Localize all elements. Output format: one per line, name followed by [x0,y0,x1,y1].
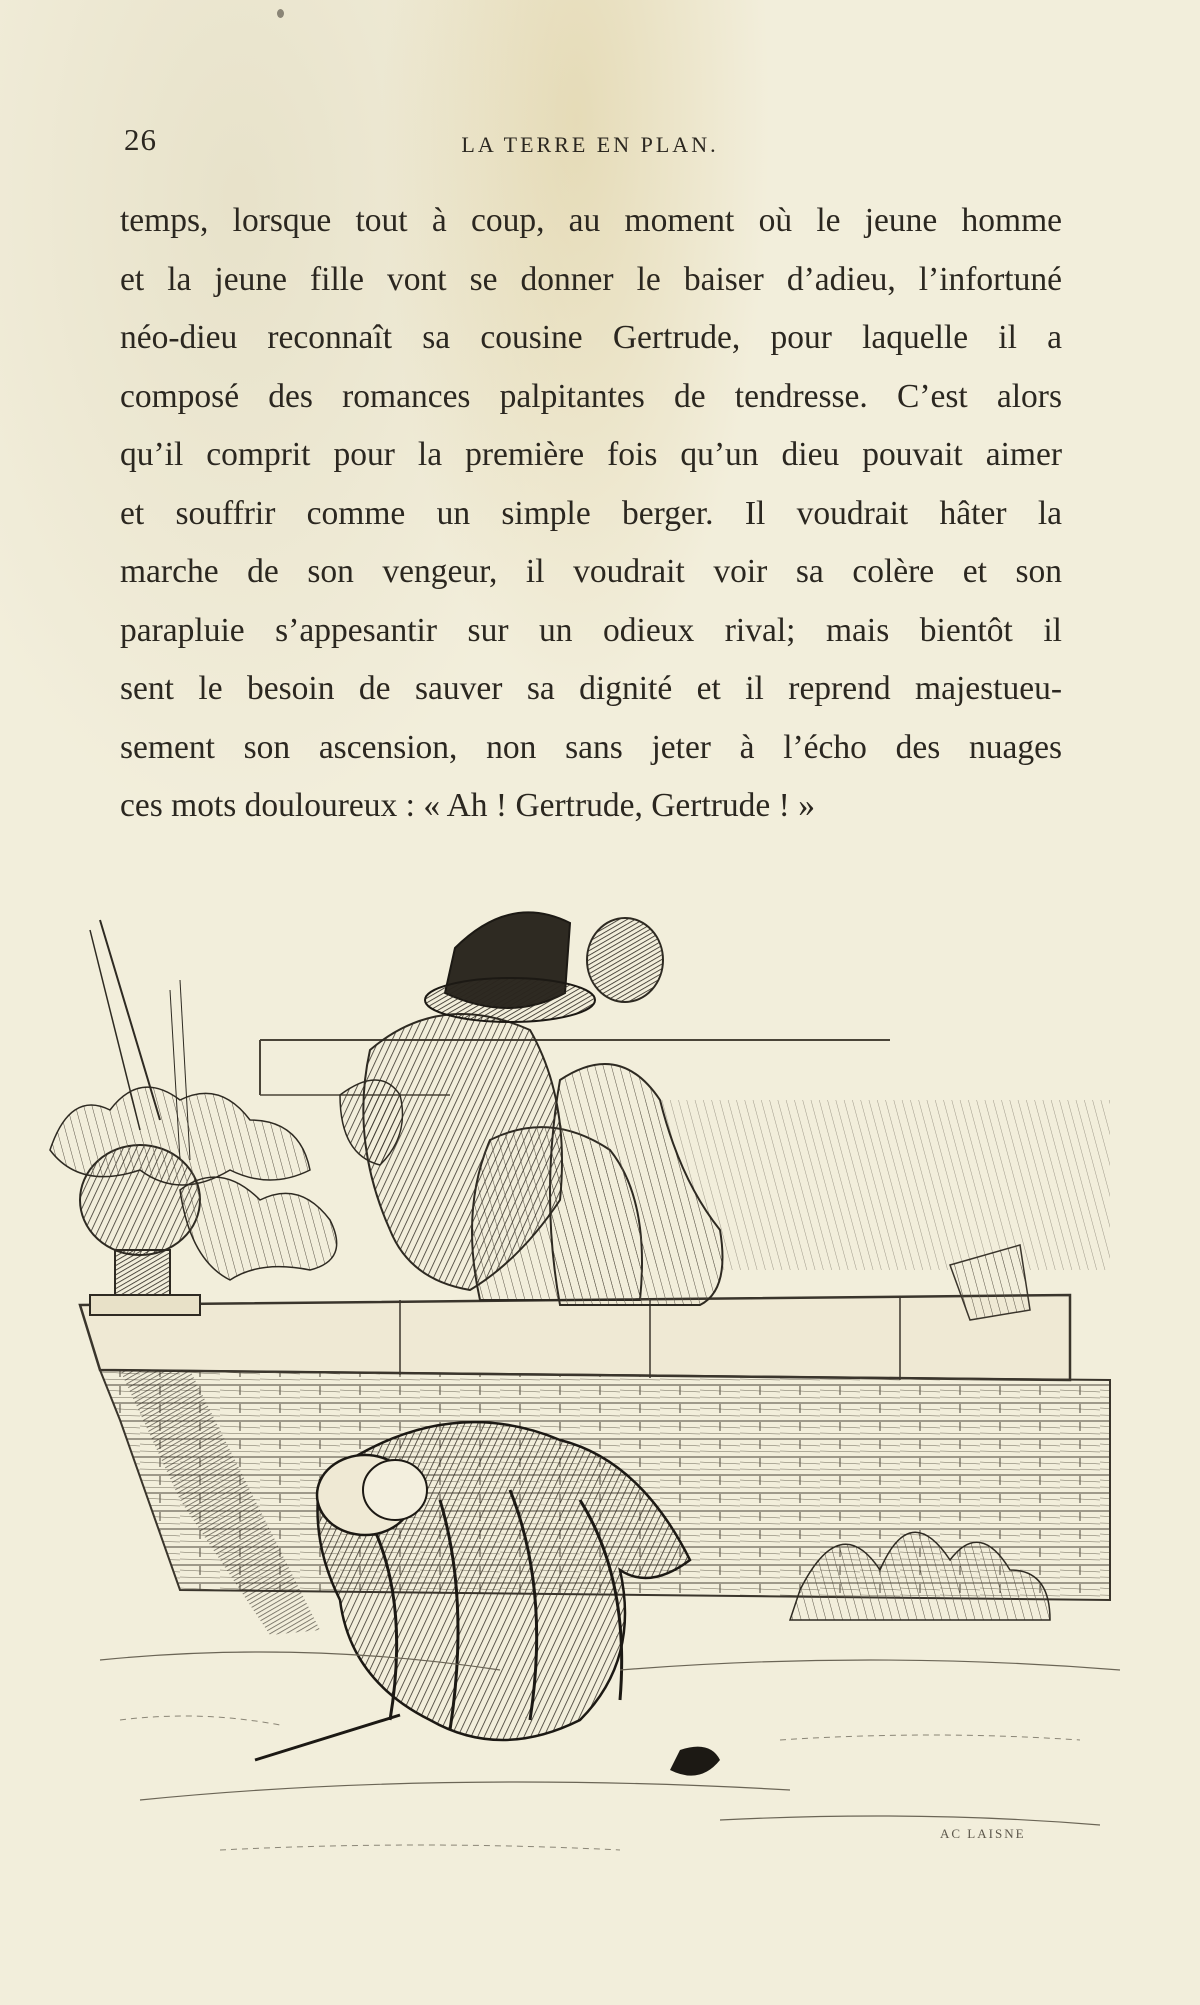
engraving-illustration [20,900,1160,1870]
running-title: LA TERRE EN PLAN. [461,132,719,157]
text-line: sement son ascension, non sans jeter à l’écho des nuages [120,728,1062,766]
text-line: temps, lorsque tout à coup, au moment où le jeune homme [120,202,1062,239]
text-line: qu’il comprit pour la première fois qu’un dieu pouvait aimer [120,436,1062,473]
text-line: composé des romances palpitantes de tendresse. C’est alors [120,377,1062,415]
engraver-signature: AC LAISNE [940,1826,1026,1841]
text-line: sent le besoin de sauver sa dignité et il reprend majestueu- [120,670,1062,707]
ink-speck [277,9,284,18]
body-paragraph [120,192,1062,836]
text-line: et souffrir comme un simple berger. Il voudrait hâter la [120,494,1062,532]
text-line: ces mots douloureux : « Ah ! Gertrude, Gertrude ! » [120,787,815,824]
text-line: marche de son vengeur, il voudrait voir sa colère et son [120,553,1062,590]
page-header [120,122,1060,162]
urn-with-plants [50,920,337,1315]
text-line: et la jeune fille vont se donner le baiser d’adieu, l’infortuné [120,260,1062,298]
page-number: 26 [124,122,157,157]
text-line: néo-dieu reconnaît sa cousine Gertrude, pour laquelle il a [120,319,1062,356]
text-line: parapluie s’appesantir sur un odieux rival; mais bientôt il [120,611,1062,649]
